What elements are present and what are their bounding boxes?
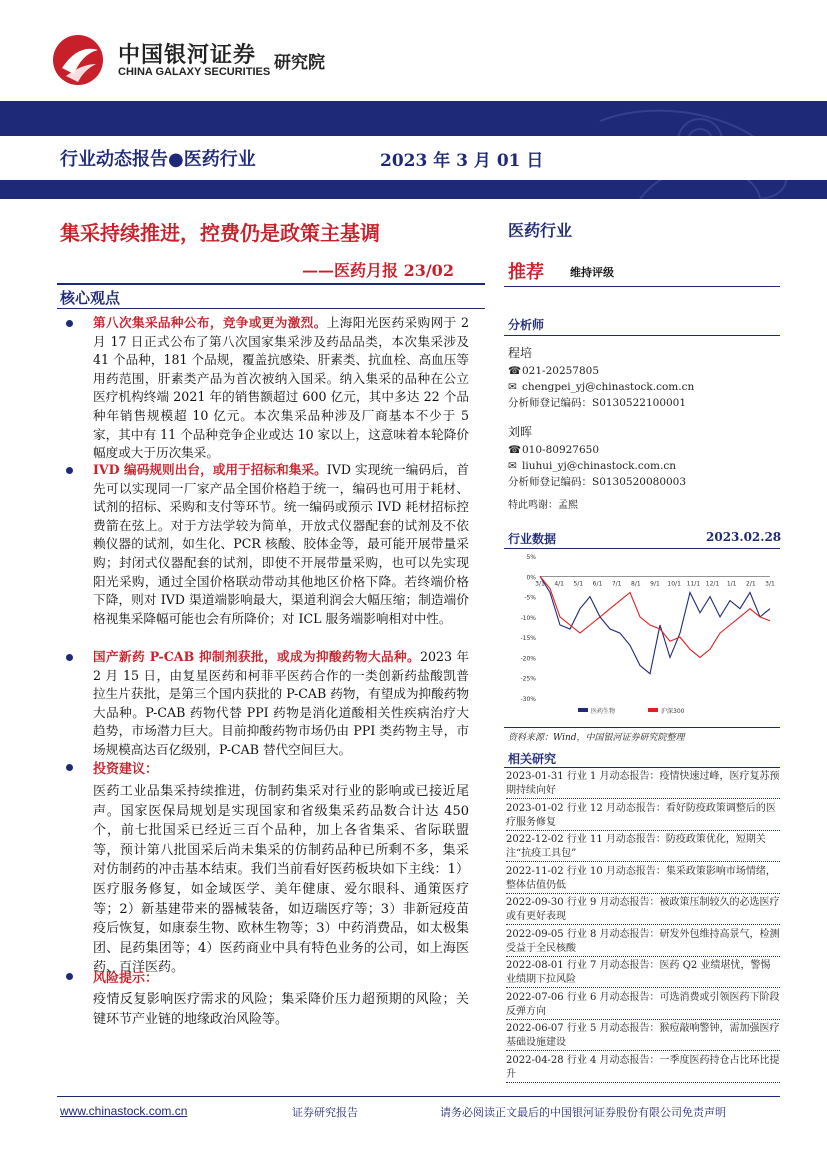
analyst-email[interactable]: liuhui_yj@chinastock.com.cn [522,460,676,472]
data-heading: 行业数据 [508,532,557,546]
chart-source: 资料来源：Wind，中国银河证券研究院整理 [508,733,685,743]
related-report-link[interactable]: 2023-01-02 行业 12 月动态报告：看好防疫政策调整后的医疗服务修复 [506,802,780,831]
invest-heading: 投资建议： [93,762,159,777]
email-icon: ✉ [508,381,517,393]
related-report-link[interactable]: 2022-11-02 行业 10 月动态报告：集采政策影响市场情绪，整体估值仍低 [506,865,780,894]
related-report-link[interactable]: 2022-12-02 行业 11 月动态报告：防疫政策优化，短期关注“抗疫工具包” [506,833,780,862]
core-point-text: 2023 年 2 月 15 日，由复星医药和柯菲平医药合作的一类创新药盐酸凯普拉生片获批，是第三个国内获批的 P-CAB 药物，有望成为抑酸药物大品种。P-CAB 药物代替 PPI 药物是消化道酸相关性疾病治疗大趋势，市场潜力巨大。目前抑酸药物市场仍由 PPI 类药物主导，市场规模高达百亿级别，P-CAB 替代空间巨大。 [93,649,470,757]
bullet-icon [66,654,73,661]
footer-url[interactable]: www.chinastock.com.cn [60,1104,188,1118]
core-point [93,461,469,628]
analyst-block [508,345,694,411]
related-report-link[interactable]: 2022-09-05 行业 8 月动态报告：研发外包维持高景气，检测受益于全民核酸 [506,928,780,957]
x-tick-label: 5/1 [573,580,584,588]
phone-icon: ☎ [508,444,522,456]
report-type: 行业动态报告●医药行业 [60,149,256,170]
divider [504,286,780,287]
related-report-link[interactable]: 2022-06-07 行业 5 月动态报告：猴痘敲响警钟，需加强医疗基础设施建设 [506,1022,780,1051]
x-tick-label: 4/1 [554,580,564,588]
series-line [540,576,770,673]
y-tick-label: 0% [526,574,536,582]
x-tick-label: 8/1 [631,580,641,588]
x-tick-label: 12/1 [705,580,720,588]
invest-text: 医药工业品集采持续推进，仿制药集采对行业的影响或已接近尾声。国家医保局规划是实现国家和省级集采药品数合计达 450 个，前七批国采已经近三百个品种，加上各省集采、省际联盟等，预计第八批国采后尚未集采的仿制药品种已所剩不多，集采对仿制药的冲击基本结束。我们当前看好医药板块如下主线：1）医疗服务修复，如金域医学、美年健康、爱尔眼科、通策医疗等；2）新基建带来的器械装备，如迈瑞医疗等；3）非新冠疫苗疫后恢复，如康泰生物、欧林生物等；3）中药消费品，如太极集团、昆药集团等；4）医药商业中具有特色业务的公司，如上海医药、百洋医药。 [93,784,469,976]
bullet-icon [66,467,73,474]
y-tick-label: -10% [520,614,536,622]
divider [504,767,780,768]
x-tick-label: 2/1 [746,580,756,588]
email-icon: ✉ [508,460,517,472]
analyst-reg: 分析师登记编码：S0130520080003 [508,476,687,488]
logo-english: CHINA GALAXY SECURITIES [118,66,271,78]
risk-text: 疫情反复影响医疗需求的风险；集采降价压力超预期的风险；关键环节产业链的地缘政治风险等。 [93,992,469,1027]
legend-swatch [578,708,588,712]
bullet-icon [66,764,73,771]
x-tick-label: 10/1 [667,580,681,588]
legend-label: 医药生物 [591,708,616,715]
related-report-link[interactable]: 2022-04-28 行业 4 月动态报告：一季度医药持仓占比环比提升 [506,1054,780,1083]
logo-chinese: 中国银河证券 [118,43,257,68]
legend-label: 沪深300 [661,708,685,715]
y-tick-label: 5% [526,554,536,561]
rating: 推荐 [508,262,544,283]
core-point-text: IVD 实现统一编码后，首先可以实现同一厂家产品全国价格趋于统一，编码也可用于耗材、试剂的招标、采购和支付等环节。统一编码或预示 IVD 耗材招标控费箭在弦上。对于方法学较为简单，开放式仪器配套的试剂及不依赖仪器的试剂，如生化、PCR 核酸、胶体金等，最可能开展带量采购；封闭式仪器配套的试剂，即使不开展带量采购，也可以先实现阳光采购，通过全国价格联动带动其他地区价格下降。若终端价格下降，则对 IVD 渠道端影响最大，渠道利润会大幅压缩；制造端价格视集采降幅可能也会有所降价；对 ICL 服务端影响相对中性。 [93,462,470,626]
footer-label: 证券研究报告 [292,1106,358,1119]
bullet-icon [66,320,73,327]
x-tick-label: 7/1 [611,580,622,588]
y-tick-label: -30% [520,696,536,703]
core-point-highlight: IVD 编码规则出台，或用于招标和集采。 [93,462,327,477]
analyst-phone: 021-20257805 [522,365,600,377]
x-tick-label: 6/1 [592,580,603,588]
related-heading: 相关研究 [508,752,557,766]
related-report-link[interactable]: 2023-01-31 行业 1 月动态报告：疫情快速过峰，医疗复苏预期持续向好 [506,770,780,799]
divider [504,727,780,728]
y-tick-label: -20% [520,655,536,663]
related-report-link[interactable]: 2022-09-30 行业 9 月动态报告：被政策压制较久的必选医疗或有更好表现 [506,896,780,925]
core-point-text: 上海阳光医药采购网于 2 月 17 日正式公布了第八次国家集采涉及药品品类，本次集采涉及 41 个品种，181 个品规，覆盖抗感染、肝素类、抗血栓、高血压等用药范围，肝素类产品为首次被纳入国采。纳入集采的品种在公立医疗机构终端 2021 年的销售额超过 600 亿元，其中多达 22 个品种年销售规模超 10 亿元。本次集采品种涉及厂商基本不少于 5 家，其中有 11 个品种竞争企业或达 10 家以上，这意味着本轮降价幅度或大于历次集采。 [93,315,469,461]
series-line [540,576,770,657]
institute-name: 研究院 [274,53,325,73]
core-point-highlight: 国产新药 P-CAB 抑制剂获批，或成为抑酸药物大品种。 [93,649,420,664]
x-tick-label: 3/1 [765,580,775,588]
y-tick-label: -25% [520,675,536,683]
core-point [93,314,469,463]
footer-disclaimer: 请务必阅读正文最后的中国银河证券股份有限公司免责声明 [440,1106,726,1119]
y-tick-label: -5% [524,594,536,602]
report-subtitle: ——医药月报 23/02 [302,261,454,280]
risk-heading: 风险提示： [93,971,159,986]
analyst-name: 程培 [508,346,533,360]
core-point [93,648,469,760]
core-view-heading: 核心观点 [60,289,121,307]
legend-swatch [648,708,658,712]
industry-chart [508,548,778,723]
analyst-block [508,424,686,490]
company-logo-icon [52,34,104,86]
x-tick-label: 9/1 [650,580,660,588]
bullet-icon [66,973,73,980]
report-date: 2023 年 3 月 01 日 [380,151,544,171]
divider [57,308,485,309]
footer-divider [57,1096,780,1097]
report-title: 集采持续推进，控费仍是政策主基调 [60,221,380,245]
related-report-link[interactable]: 2022-07-06 行业 6 月动态报告：可选消费或引领医药下阶段反弹方向 [506,991,780,1020]
analyst-name: 刘晖 [508,425,533,439]
analyst-phone: 010-80927650 [522,444,600,456]
sidebar-industry: 医药行业 [508,221,573,240]
y-tick-label: -15% [520,635,536,643]
divider [57,283,485,285]
x-tick-label: 11/1 [686,580,701,588]
analyst-reg: 分析师登记编码：S0130522100001 [508,397,687,409]
x-tick-label: 1/1 [726,580,737,588]
related-report-link[interactable]: 2022-08-01 行业 7 月动态报告：医药 Q2 业绩堪忧，警惕业绩期下拉风险 [506,959,780,988]
thanks: 特此鸣谢：孟熙 [508,500,578,511]
divider [504,335,780,336]
phone-icon: ☎ [508,365,522,377]
rating-maintain: 维持评级 [570,266,614,279]
core-point-highlight: 第八次集采品种公布，竞争或更为激烈。 [93,315,327,330]
analyst-heading: 分析师 [508,318,545,332]
analyst-email[interactable]: chengpei_yj@chinastock.com.cn [522,381,695,393]
data-date: 2023.02.28 [706,530,782,544]
x-tick-label: 3/1 [535,580,545,588]
